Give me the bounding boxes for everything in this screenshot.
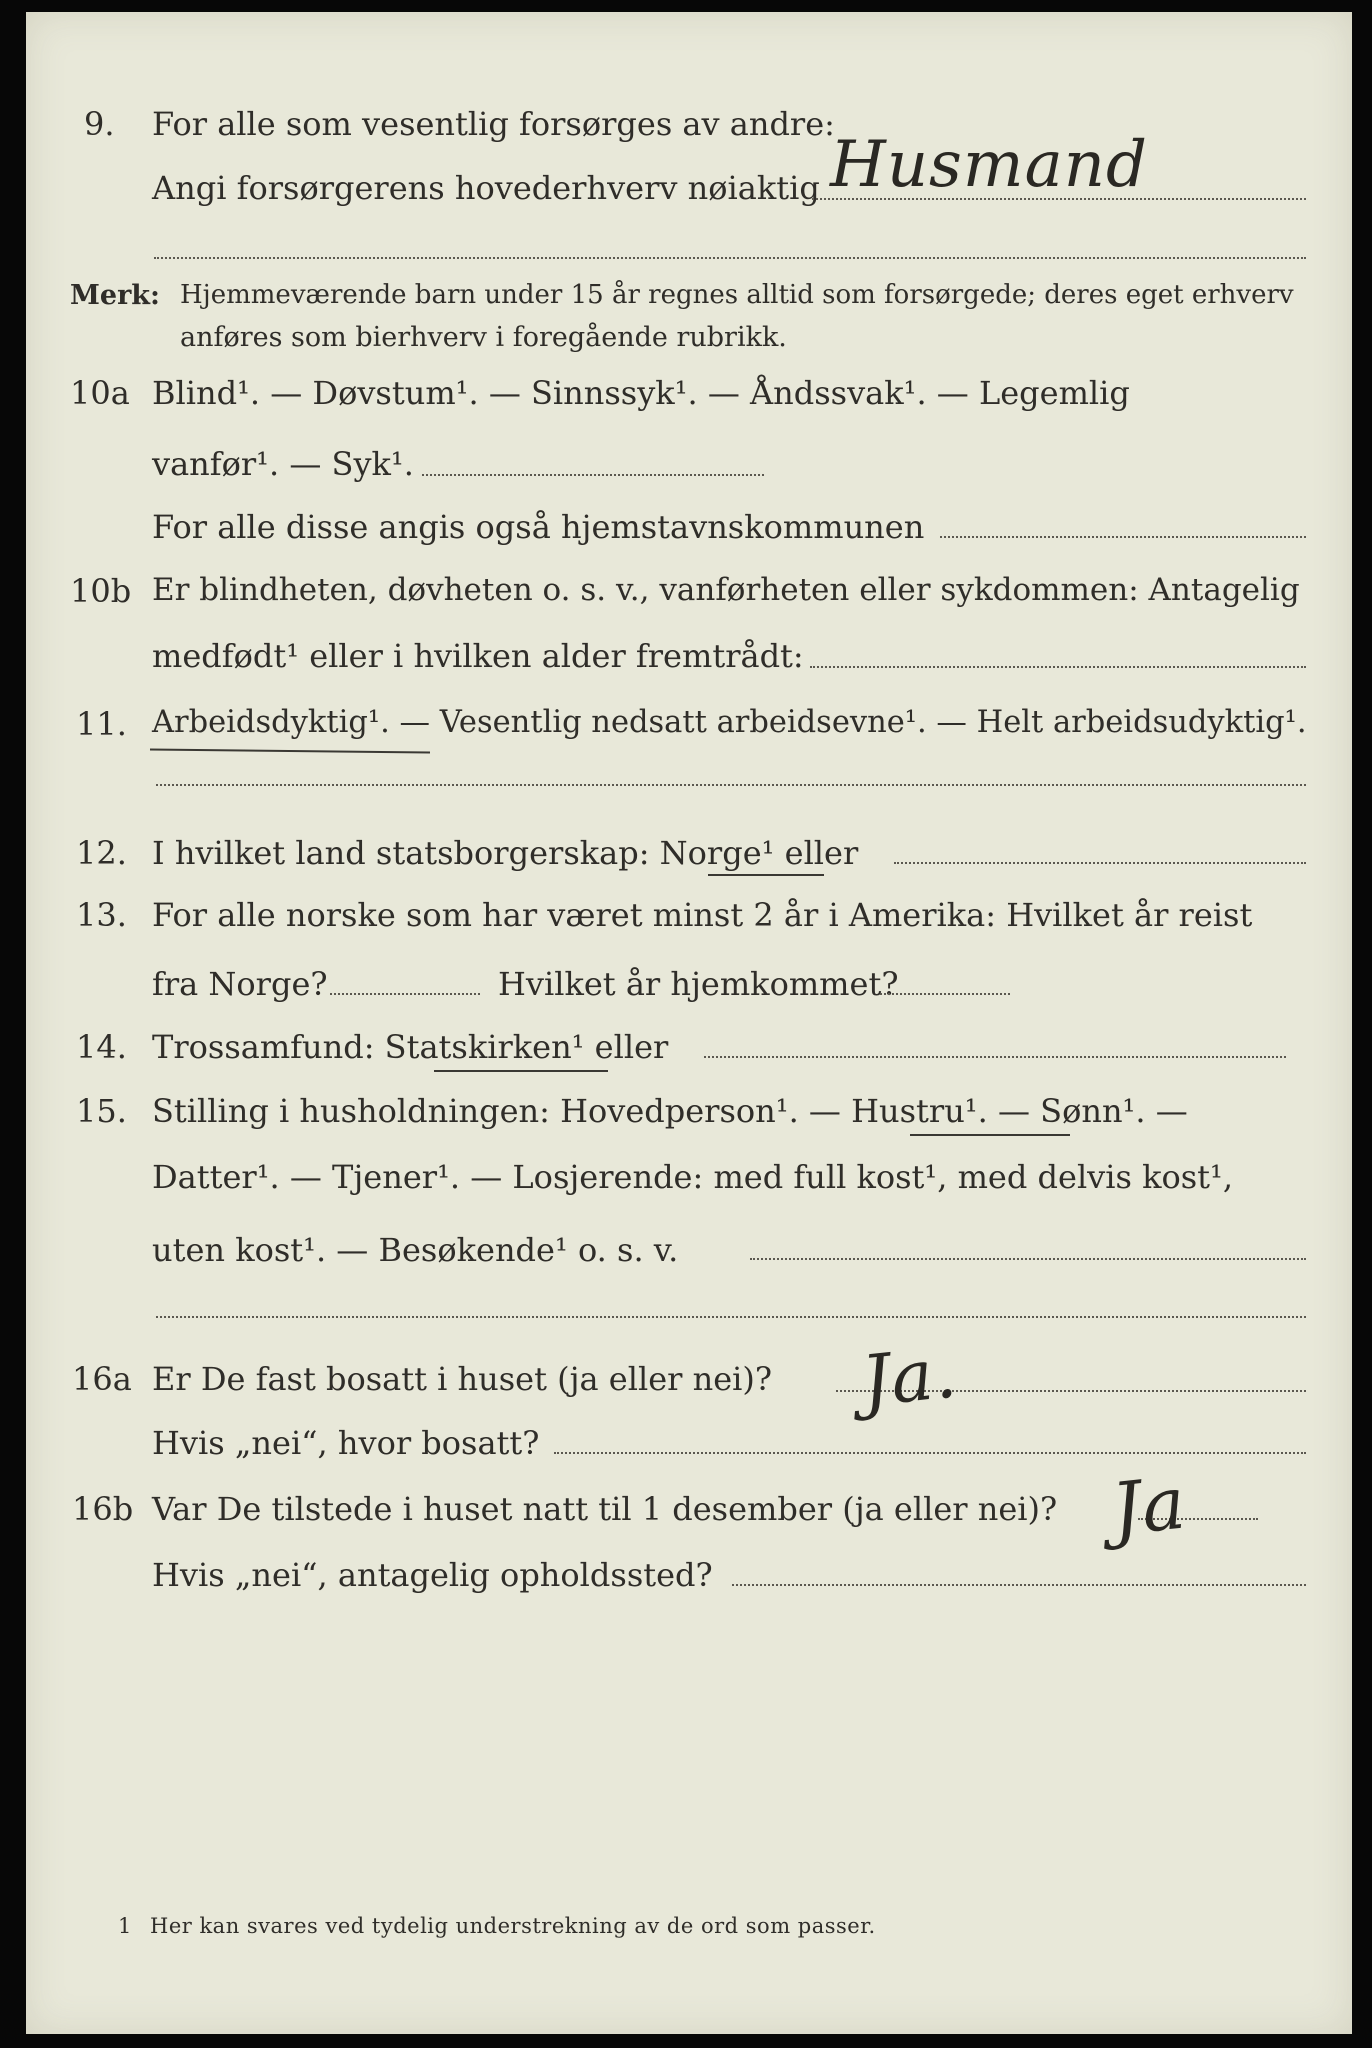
q10b-dotted-line	[810, 666, 1306, 668]
q11-number: 11.	[76, 705, 127, 743]
q9-handwritten-answer: Husmand	[830, 128, 1148, 202]
q13-number: 13.	[76, 896, 127, 934]
q16a-line1: Er De fast bosatt i huset (ja eller nei)?	[152, 1360, 773, 1398]
q13-line2a: fra Norge?	[152, 965, 328, 1003]
q13-line2b: Hvilket år hjemkommet?	[498, 965, 899, 1003]
q16a-bosatt-dotted-line	[554, 1452, 1306, 1454]
q11-line1: Arbeidsdyktig¹. — Vesentlig nedsatt arbeidsevne¹. — Helt arbeidsudyktig¹.	[152, 705, 1307, 740]
q15-extra-dotted-line	[156, 1316, 1306, 1318]
q15-line3: uten kost¹. — Besøkende¹ o. s. v.	[152, 1231, 679, 1269]
merk-line2: anføres som bierhverv i foregående rubrikk.	[180, 322, 787, 353]
q16a-handwritten-answer: Ja.	[857, 1331, 962, 1423]
q14-line1: Trossamfund: Statskirken¹ eller	[152, 1028, 669, 1066]
q9-question-line2: Angi forsørgerens hovederhverv nøiaktig	[152, 169, 820, 207]
q12-number: 12.	[76, 834, 127, 872]
q10a-line2: vanfør¹. — Syk¹.	[152, 445, 414, 483]
q13-line1: For alle norske som har været minst 2 år i Amerika: Hvilket år reist	[152, 896, 1253, 934]
q16b-opholdssted-dotted-line	[732, 1584, 1306, 1586]
census-form-page	[26, 12, 1352, 2034]
q15-number: 15.	[76, 1092, 127, 1130]
q10a-number: 10a	[70, 374, 130, 412]
q10a-line3: For alle disse angis også hjemstavnskommunen	[152, 508, 925, 546]
q16b-line2: Hvis „nei“, antagelig opholdssted?	[152, 1556, 713, 1594]
q16b-line1: Var De tilstede i huset natt til 1 desember (ja eller nei)?	[152, 1490, 1058, 1528]
q13-reist-dotted-line	[330, 993, 480, 995]
q14-dotted-line	[704, 1056, 1286, 1058]
q15-line2: Datter¹. — Tjener¹. — Losjerende: med full kost¹, med delvis kost¹,	[152, 1158, 1234, 1196]
q16a-line2: Hvis „nei“, hvor bosatt?	[152, 1424, 540, 1462]
q11-arbeidsdyktig-underline	[150, 749, 430, 754]
q12-dotted-line	[894, 862, 1306, 864]
q12-norge-underline	[708, 874, 824, 876]
q14-statskirken-underline	[434, 1070, 608, 1072]
footnote-text: Her kan svares ved tydelig understrekning av de ord som passer.	[150, 1914, 876, 1938]
merk-line1: Hjemmeværende barn under 15 år regnes alltid som forsørgede; deres eget erhverv	[180, 280, 1294, 310]
q10a-hjemstavn-dotted-line	[940, 536, 1306, 538]
q16a-number: 16a	[72, 1360, 132, 1398]
q12-line1: I hvilket land statsborgerskap: Norge¹ eller	[152, 834, 859, 872]
q16b-number: 16b	[72, 1490, 134, 1528]
footnote-mark: 1	[118, 1914, 132, 1938]
q11-extra-dotted-line	[156, 784, 1306, 786]
q10b-line1: Er blindheten, døvheten o. s. v., vanførheten eller sykdommen: Antagelig	[152, 572, 1300, 608]
q10b-line2: medfødt¹ eller i hvilken alder fremtrådt:	[152, 637, 804, 675]
merk-label: Merk:	[70, 280, 160, 311]
q16b-handwritten-answer: Ja	[1107, 1460, 1190, 1552]
q10a-line1: Blind¹. — Døvstum¹. — Sinnssyk¹. — Åndssvak¹. — Legemlig	[152, 374, 1130, 412]
q10b-number: 10b	[70, 572, 132, 610]
q13-hjemkommet-dotted-line	[880, 993, 1010, 995]
q15-line1: Stilling i husholdningen: Hovedperson¹. — Hustru¹. — Sønn¹. —	[152, 1092, 1188, 1130]
q10a-syk-dotted-line	[422, 474, 764, 476]
q15-hustru-underline	[910, 1134, 1070, 1136]
q14-number: 14.	[76, 1028, 127, 1066]
q15-besokende-dotted-line	[750, 1258, 1306, 1260]
q9-extra-dotted-line	[154, 257, 1306, 259]
q9-question-line1: For alle som vesentlig forsørges av andre:	[152, 105, 835, 143]
q9-number: 9.	[84, 105, 115, 143]
